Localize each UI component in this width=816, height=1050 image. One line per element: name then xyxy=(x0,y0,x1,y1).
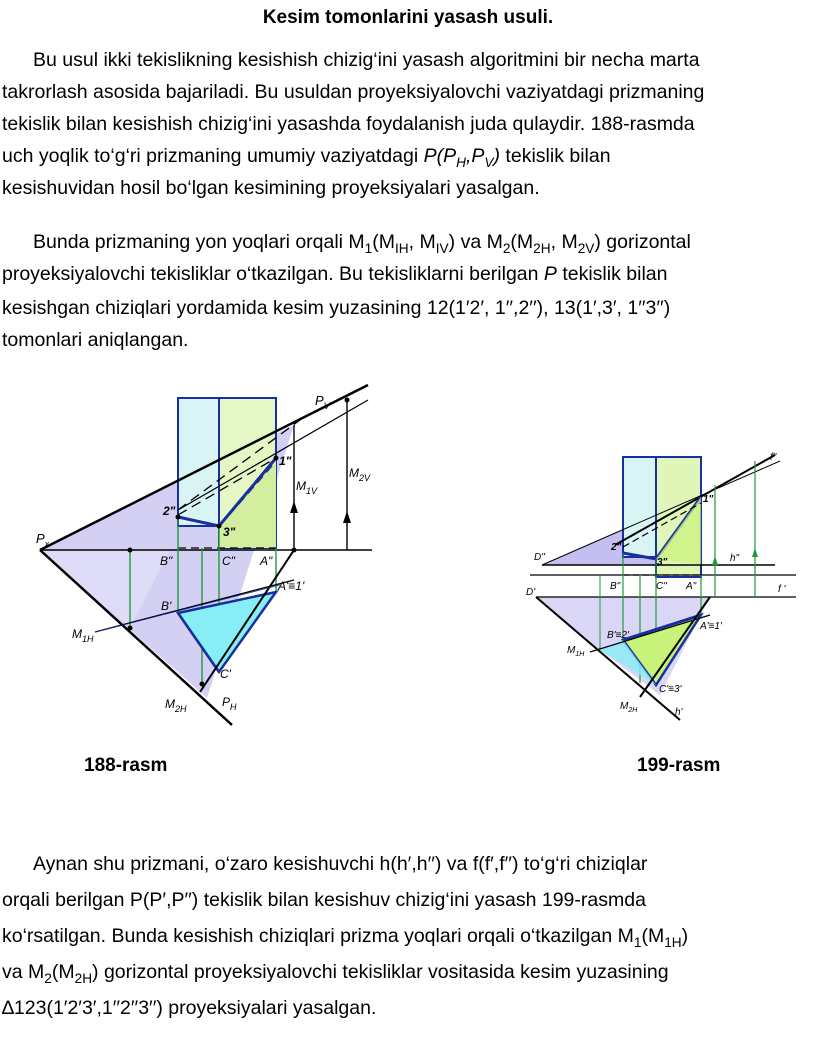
label-cpp-199: C" xyxy=(656,581,667,592)
p2-line-3: kesishgan chiziqlari yordamida kesim yuzasining 12(1′2′, 1′′,2′′), 13(1′,3′, 1′′3′′) xyxy=(2,297,671,319)
paragraph-2 xyxy=(2,226,808,356)
label-ph: $P_H$ xyxy=(222,695,237,712)
label-fp-199: f ' xyxy=(778,584,786,595)
label-1pp-199: 1" xyxy=(703,494,714,505)
caption-188: 188-rasm xyxy=(84,755,168,776)
label-hp-199: h' xyxy=(675,707,683,718)
label-cp-199: C'≡3' xyxy=(659,684,682,695)
label-m1v: $M_{1V}$ xyxy=(296,479,318,496)
label-m2h-199: $M_{2H}$ xyxy=(620,701,638,714)
figure-199-drawing xyxy=(520,445,810,735)
label-m2h: $M_{2H}$ xyxy=(165,697,187,714)
label-app-199: A" xyxy=(686,581,697,592)
label-px: $P_x$ xyxy=(36,531,50,549)
p3-line-3: ko‘rsatilgan. Bunda kesishish chiziqlari prizma yoqlari orqali o‘tkazilgan $M_1(M_{1H})$ xyxy=(2,925,689,950)
label-1pp: 1" xyxy=(279,454,292,468)
p3-line-2: orqali berilgan P(P′,P′′) tekislik bilan kesishuv chizig‘ini yasash 199-rasmda xyxy=(2,889,646,911)
p3-line-1: Aynan shu prizmani, o‘zaro kesishuvchi h(h′,h′′) va f(f′,f′′) to‘g‘ri chiziqlar xyxy=(33,853,648,875)
label-m1h-199: $M_{1H}$ xyxy=(567,645,585,658)
label-fpp-199: f" xyxy=(770,452,777,463)
p1-line-4: uch yoqlik to‘g‘ri prizmaning umumiy vaziyatdagi $P(P_H,P_V)$ tekislik bilan xyxy=(2,145,611,170)
paragraph-3 xyxy=(2,846,808,1026)
p2-line-1: Bunda prizmaning yon yoqlari orqali $M_1(M_{IH}$, $M_{IV}$) va $M_2(M_{2H}$, $M_{2V}$) gorizontal xyxy=(33,231,691,256)
p1-line-2: takrorlash asosida bajariladi. Bu usuldan proyeksiyalovchi vaziyatdagi prizmaning xyxy=(2,81,705,103)
label-ap: A'≡1' xyxy=(278,579,305,593)
section-title: Kesim tomonlarini yasash usuli. xyxy=(262,7,554,28)
label-bpp-199: B" xyxy=(610,581,621,592)
figure-188 xyxy=(0,380,400,730)
figure-199 xyxy=(520,445,810,735)
label-bpp: B" xyxy=(160,554,173,568)
p3-line-4: va $M_2(M_{2H})$ gorizontal proyeksiyalovchi tekisliklar vositasida kesim yuzasining xyxy=(2,961,669,986)
label-3pp-199: 3" xyxy=(657,557,668,568)
label-bp: B' xyxy=(161,599,172,613)
label-2pp-199: 2" xyxy=(611,542,622,553)
paragraph-1 xyxy=(2,44,808,204)
label-cp: C' xyxy=(220,667,231,681)
label-cpp: C" xyxy=(222,554,235,568)
p2-line-4: tomonlari aniqlangan. xyxy=(2,329,189,351)
label-m1h: $M_{1H}$ xyxy=(72,627,94,644)
p2-line-2: proyeksiyalovchi tekisliklar o‘tkazilgan. Bu tekisliklarni berilgan P tekislik bilan xyxy=(2,263,668,285)
label-bp-199: B'≡2' xyxy=(607,630,629,641)
p1-line-1: Bu usul ikki tekislikning kesishish chizig‘ini yasash algoritmini bir necha marta xyxy=(33,49,700,71)
p3-line-5: ∆123(1′2′3′,1′′2′′3′′) proyeksiyalari yasalgan. xyxy=(2,997,377,1019)
label-2pp: 2" xyxy=(163,504,176,518)
caption-199: 199-rasm xyxy=(637,755,721,776)
label-app: A" xyxy=(260,554,273,568)
label-3pp: 3" xyxy=(223,525,236,539)
label-pv: $P_V$ xyxy=(315,393,330,411)
label-hpp-199: h" xyxy=(730,553,740,564)
label-dpp-199: D" xyxy=(534,552,545,563)
p1-line-3: tekislik bilan kesishish chizig‘ini yasashda foydalanish juda qulaydir. 188-rasmda xyxy=(2,113,695,135)
label-m2v: $M_{2V}$ xyxy=(349,466,371,483)
figure-188-drawing xyxy=(0,380,400,730)
label-ap-199: A'≡1' xyxy=(700,621,722,632)
face-left-199 xyxy=(623,457,656,557)
label-dp-199: D' xyxy=(526,587,536,598)
p1-line-5: kesishuvidan hosil bo‘lgan kesimining proyeksiyalari yasalgan. xyxy=(2,177,540,199)
